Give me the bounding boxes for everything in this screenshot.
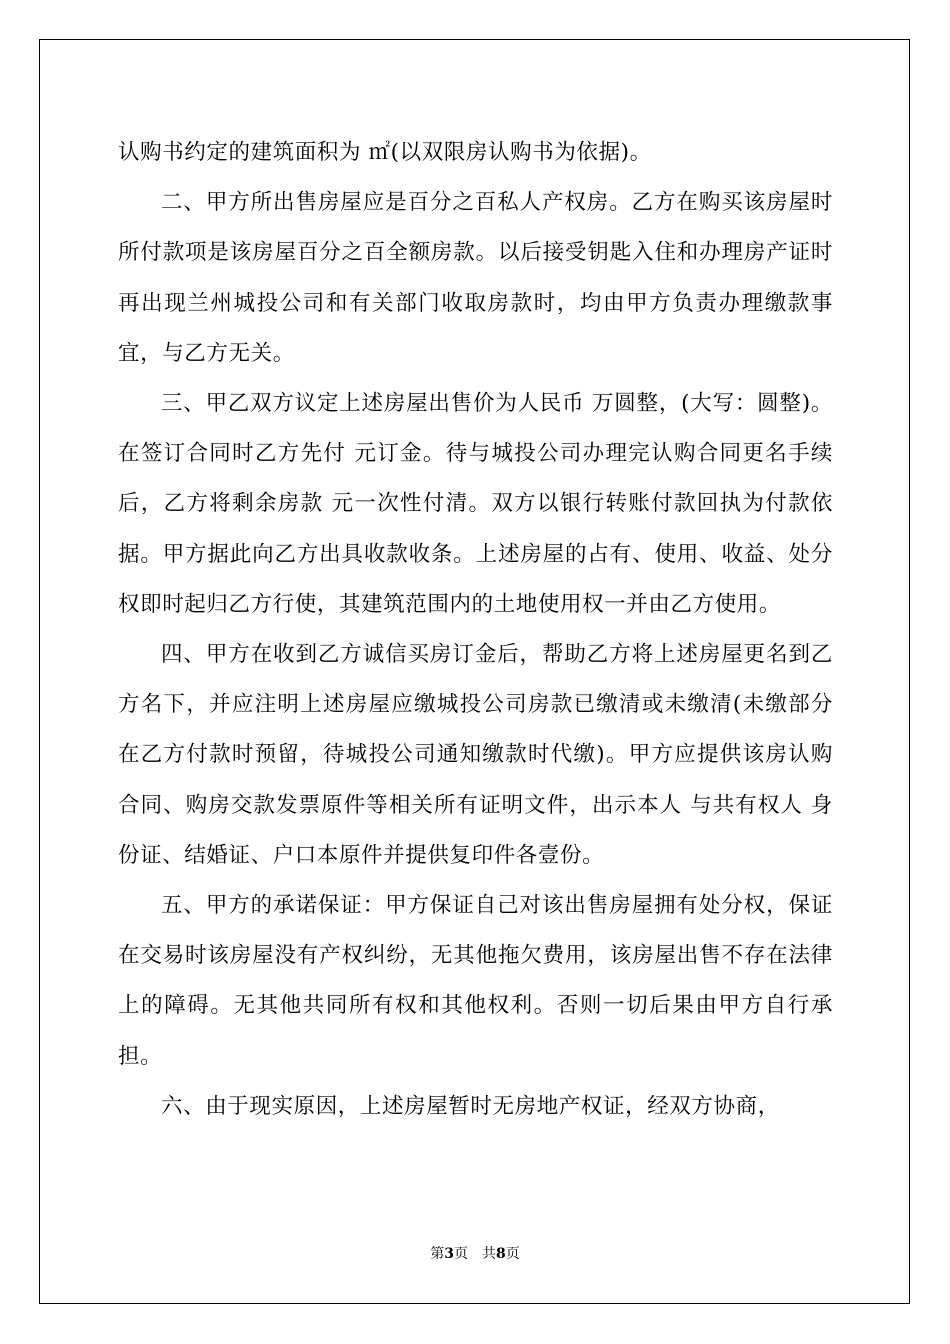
paragraph-clause-2: 二、甲方所出售房屋应是百分之百私人产权房。乙方在购买该房屋时所付款项是该房屋百分之百全额房款。以后接受钥匙入住和办理房产证时再出现兰州城投公司和有关部门收取房款时，均由甲方负责办理缴款事宜，与乙方无关。 xyxy=(118,190,833,366)
footer-middle: 页 共 xyxy=(454,1246,496,1262)
paragraph-continuation: 认购书约定的建筑面积为 ㎡(以双限房认购书为依据)。 xyxy=(118,140,652,165)
page-footer xyxy=(0,1243,950,1263)
paragraph-clause-6: 六、由于现实原因，上述房屋暂时无房地产权证，经双方协商， xyxy=(161,1093,780,1119)
paragraph-clause-3: 三、甲乙双方议定上述房屋出售价为人民币 万圆整，(大写：圆整)。在签订合同时乙方先付 元订金。待与城投公司办理完认购合同更名手续后，乙方将剩余房款 元一次性付清。双方以银行转账付款回执为付款依据。甲方据此向乙方出具收款收条。上述房屋的占有、使用、收益、处分权即时起归乙方行使，其建筑范围内的土地使用权一并由乙方使用。 xyxy=(118,391,833,617)
total-page-number: 8 xyxy=(496,1246,506,1262)
document-body xyxy=(118,128,833,1132)
footer-suffix: 页 xyxy=(505,1246,520,1262)
paragraph-clause-5: 五、甲方的承诺保证：甲方保证自己对该出售房屋拥有处分权，保证在交易时该房屋没有产权纠纷，无其他拖欠费用，该房屋出售不存在法律上的障碍。无其他共同所有权和其他权利。否则一切后果由甲方自行承担。 xyxy=(118,893,833,1069)
paragraph-clause-4: 四、甲方在收到乙方诚信买房订金后，帮助乙方将上述房屋更名到乙方名下，并应注明上述房屋应缴城投公司房款已缴清或未缴清(未缴部分在乙方付款时预留，待城投公司通知缴款时代缴)。甲方应提供该房认购合同、购房交款发票原件等相关所有证明文件，出示本人 与共有权人 身份证、结婚证、户口本原件并提供复印件各壹份。 xyxy=(118,642,833,868)
current-page-number: 3 xyxy=(444,1246,454,1262)
footer-prefix: 第 xyxy=(430,1246,445,1262)
